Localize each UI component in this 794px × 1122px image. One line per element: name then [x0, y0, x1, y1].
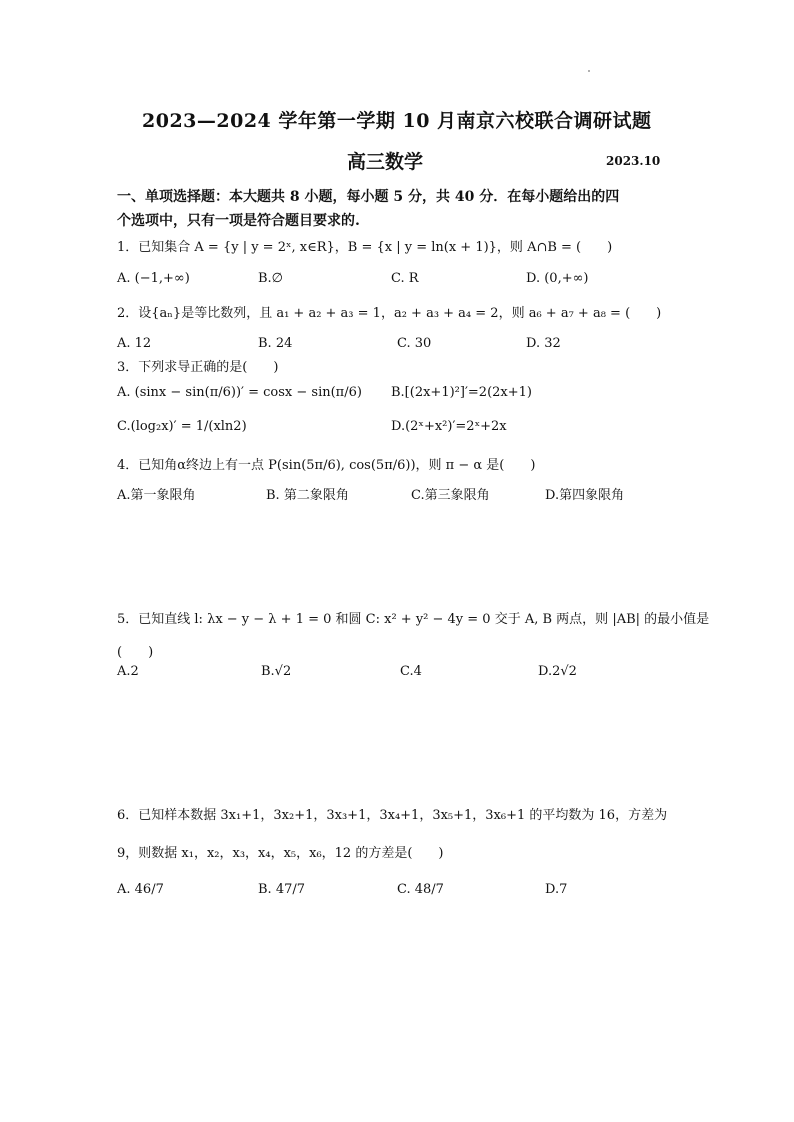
q2-option-b: B. 24: [258, 336, 293, 351]
q1-option-b: B.∅: [258, 271, 284, 286]
q3-option-a: A. (sinx − sin(π/6))′ = cosx − sin(π/6): [117, 385, 362, 400]
question-5: 5．已知直线 l: λx − y − λ + 1 = 0 和圆 C: x² + y² − 4y = 0 交于 A, B 两点，则 |AB| 的最小值是: [117, 612, 710, 627]
section-heading-line1: 一、单项选择题：本大题共 8 小题，每小题 5 分，共 40 分．在每小题给出的四: [117, 189, 620, 205]
q1-option-d: D. (0,+∞): [526, 271, 589, 286]
question-6: 6．已知样本数据 3x₁+1，3x₂+1，3x₃+1，3x₄+1，3x₅+1，3x₆+1 的平均数为 16，方差为: [117, 808, 668, 823]
q3-option-d: D.(2ˣ+x²)′=2ˣ+2x: [391, 419, 507, 434]
q5-option-d: D.2√2: [538, 664, 577, 679]
q5-option-a: A.2: [117, 664, 139, 679]
scan-mark: [588, 70, 590, 72]
question-5-bracket: ( ): [117, 645, 154, 660]
q2-option-c: C. 30: [397, 336, 432, 351]
subject-title: 高三数学: [347, 151, 424, 173]
q4-option-a: A.第一象限角: [117, 488, 196, 503]
q5-option-b: B.√2: [261, 664, 292, 679]
question-6-line2: 9，则数据 x₁，x₂，x₃，x₄，x₅，x₆，12 的方差是( ): [117, 846, 444, 861]
q2-option-d: D. 32: [526, 336, 561, 351]
exam-date: 2023.10: [606, 154, 661, 168]
q3-option-c: C.(log₂x)′ = 1/(xln2): [117, 419, 247, 434]
section-heading-line2: 个选项中，只有一项是符合题目要求的.: [117, 213, 360, 229]
q1-option-a: A. (−1,+∞): [117, 271, 190, 286]
q6-option-a: A. 46/7: [117, 882, 164, 897]
q6-option-c: C. 48/7: [397, 882, 444, 897]
q4-option-d: D.第四象限角: [545, 488, 625, 503]
q6-option-b: B. 47/7: [258, 882, 306, 897]
q4-option-c: C.第三象限角: [411, 488, 490, 503]
question-4: 4．已知角α终边上有一点 P(sin(5π/6), cos(5π/6))，则 π − α 是( ): [117, 458, 536, 473]
q4-option-b: B. 第二象限角: [266, 488, 349, 503]
question-1: 1．已知集合 A = {y | y = 2ˣ, x∈R}，B = {x | y = ln(x + 1)}，则 A∩B = ( ): [117, 240, 613, 255]
q6-option-d: D.7: [545, 882, 568, 897]
question-2: 2．设{aₙ}是等比数列，且 a₁ + a₂ + a₃ = 1，a₂ + a₃ + a₄ = 2，则 a₆ + a₇ + a₈ = ( ): [117, 306, 662, 321]
question-3: 3．下列求导正确的是( ): [117, 360, 279, 375]
q3-option-b: B.[(2x+1)²]′=2(2x+1): [391, 385, 532, 400]
q1-option-c: C. R: [391, 271, 419, 286]
page-title: 2023—2024 学年第一学期 10 月南京六校联合调研试题: [142, 110, 652, 132]
q2-option-a: A. 12: [117, 336, 152, 351]
q5-option-c: C.4: [400, 664, 422, 679]
